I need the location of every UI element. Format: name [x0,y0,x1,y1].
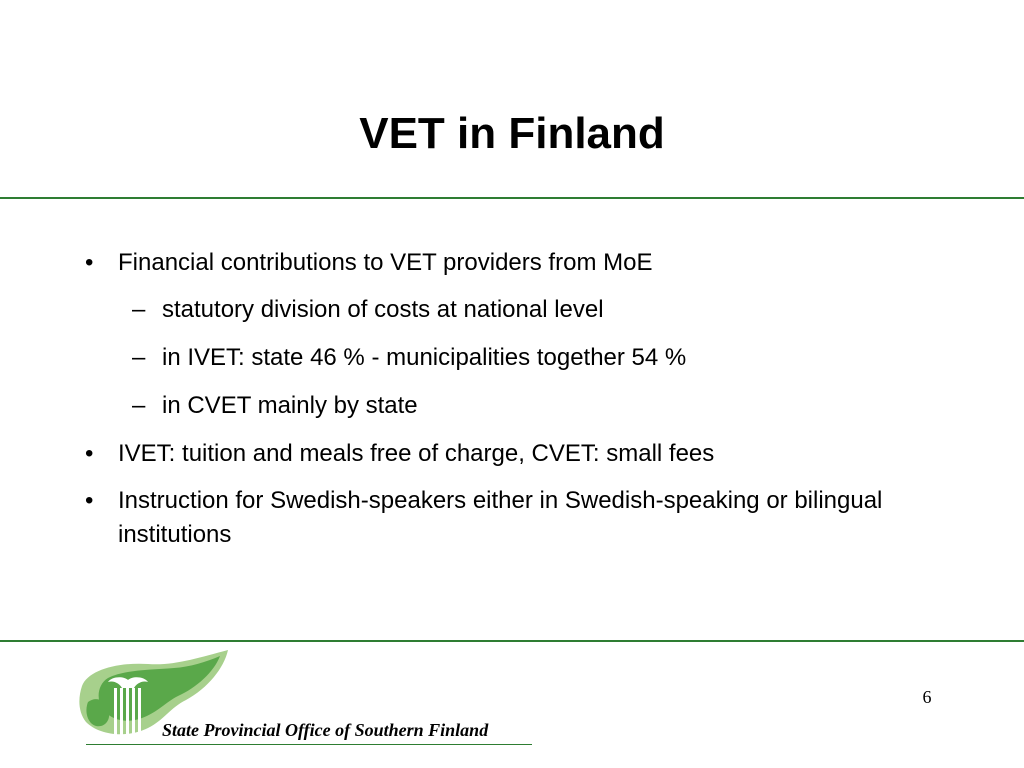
footer-divider [0,640,1024,642]
organization-underline [86,744,532,745]
bullet-item [85,437,938,471]
sub-bullet-marker: – [132,344,146,371]
sub-bullet-text: statutory division of costs at national level [162,296,604,323]
sub-bullet-text: in IVET: state 46 % - municipalities together 54 % [162,344,687,371]
slide-title: VET in Finland [359,109,665,158]
bullet-item [85,484,928,552]
bullet-marker: • [85,249,94,276]
bullet-text: Instruction for Swedish-speakers either in Swedish-speaking or bilingual institutions [118,487,883,548]
sub-bullet-text: in CVET mainly by state [162,392,418,419]
bullet-item [85,246,938,280]
bullet-marker: • [85,487,94,514]
page-number: 6 [922,687,932,707]
bullet-text: IVET: tuition and meals free of charge, CVET: small fees [118,440,715,467]
sub-bullet-item [132,293,604,327]
bullet-text: Financial contributions to VET providers from MoE [118,249,653,276]
bullet-marker: • [85,440,94,467]
sub-bullet-marker: – [132,296,146,323]
sub-bullet-item [132,341,687,375]
sub-bullet-marker: – [132,392,146,419]
sub-bullet-item [132,389,418,423]
organization-name: State Provincial Office of Southern Finland [162,720,489,740]
